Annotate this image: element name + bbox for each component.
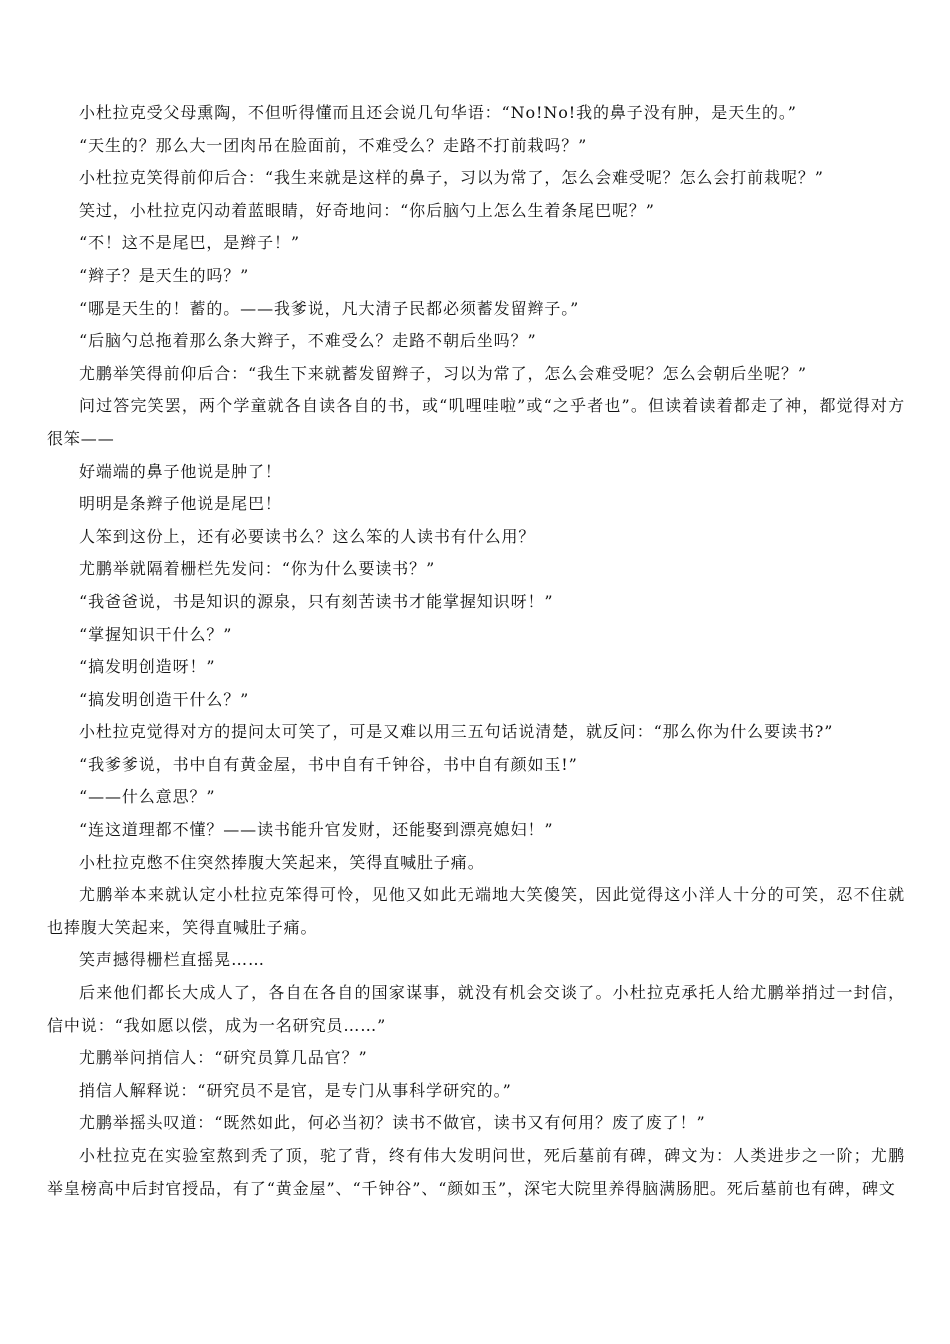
paragraph: “我爸爸说，书是知识的源泉，只有刻苦读书才能掌握知识呀！” [79, 591, 554, 611]
paragraph: 问过答完笑罢，两个学童就各自读各自的书，或“叽哩哇啦”或“之乎者也”。但读着读着都走了神，都觉得对方很笨—— [47, 396, 905, 448]
paragraph: 好端端的鼻子他说是肿了！ [79, 461, 282, 481]
paragraph: “搞发明创造呀！” [79, 657, 216, 677]
paragraph: “哪是天生的！蓄的。——我爹说，凡大清子民都必须蓄发留辫子。” [79, 298, 580, 318]
paragraph: 捎信人解释说：“研究员不是官，是专门从事科学研究的。” [79, 1080, 512, 1100]
story-text [47, 97, 905, 1205]
paragraph: 小杜拉克憋不住突然捧腹大笑起来，笑得直喊肚子痛。 [79, 852, 485, 872]
paragraph: 小杜拉克觉得对方的提问太可笑了，可是又难以用三五句话说清楚，就反问：“那么你为什么要读书?” [79, 722, 834, 742]
paragraph: 小杜拉克在实验室熬到秃了顶，驼了背，终有伟大发明问世，死后墓前有碑，碑文为：人类进步之一阶；尤鹏举皇榜高中后封官授品，有了“黄金屋”、“千钟谷”、“颜如玉”，深宅大院里养得脑满肠肥。死后墓前也有碑，碑文 [47, 1146, 905, 1198]
paragraph: 小杜拉克笑得前仰后合：“我生来就是这样的鼻子，习以为常了，怎么会难受呢？怎么会打前栽呢？” [79, 168, 824, 188]
paragraph: “我爹爹说，书中自有黄金屋，书中自有千钟谷，书中自有颜如玉!” [79, 754, 578, 774]
paragraph: “天生的？那么大一团肉吊在脸面前，不难受么？走路不打前栽吗？” [79, 135, 588, 155]
paragraph: “后脑勺总拖着那么条大辫子，不难受么？走路不朝后坐吗？” [79, 331, 537, 351]
paragraph: 尤鹏举问捎信人：“研究员算几品官？” [79, 1048, 368, 1068]
paragraph: “不！这不是尾巴，是辫子！” [79, 233, 300, 253]
paragraph: 后来他们都长大成人了，各自在各自的国家谋事，就没有机会交谈了。小杜拉克承托人给尤鹏举捎过一封信，信中说：“我如愿以偿，成为一名研究员……” [47, 983, 905, 1035]
paragraph: 尤鹏举本来就认定小杜拉克笨得可怜，见他又如此无端地大笑傻笑，因此觉得这小洋人十分的可笑，忍不住就也捧腹大笑起来，笑得直喊肚子痛。 [47, 885, 905, 937]
paragraph: “连这道理都不懂？——读书能升官发财，还能娶到漂亮媳妇！” [79, 820, 554, 840]
paragraph: 笑声撼得栅栏直摇晃…… [79, 950, 265, 970]
paragraph: “——什么意思？” [79, 787, 216, 807]
paragraph: “掌握知识干什么？” [79, 624, 233, 644]
paragraph: “搞发明创造干什么？” [79, 689, 250, 709]
paragraph: 尤鹏举笑得前仰后合：“我生下来就蓄发留辫子，习以为常了，怎么会难受呢？怎么会朝后坐呢？” [79, 363, 807, 383]
paragraph: 尤鹏举就隔着栅栏先发问：“你为什么要读书？” [79, 559, 436, 579]
paragraph: 笑过，小杜拉克闪动着蓝眼睛，好奇地问：“你后脑勺上怎么生着条尾巴呢？” [79, 200, 655, 220]
paragraph: “辫子？是天生的吗？” [79, 265, 250, 285]
paragraph: 人笨到这份上，还有必要读书么？这么笨的人读书有什么用？ [79, 526, 536, 546]
paragraph: 尤鹏举摇头叹道：“既然如此，何必当初？读书不做官，读书又有何用？废了废了！” [79, 1113, 706, 1133]
paragraph: 小杜拉克受父母熏陶，不但听得懂而且还会说几句华语：“No!No!我的鼻子没有肿，是天生的。” [79, 103, 797, 122]
paragraph: 明明是条辫子他说是尾巴！ [79, 494, 282, 514]
